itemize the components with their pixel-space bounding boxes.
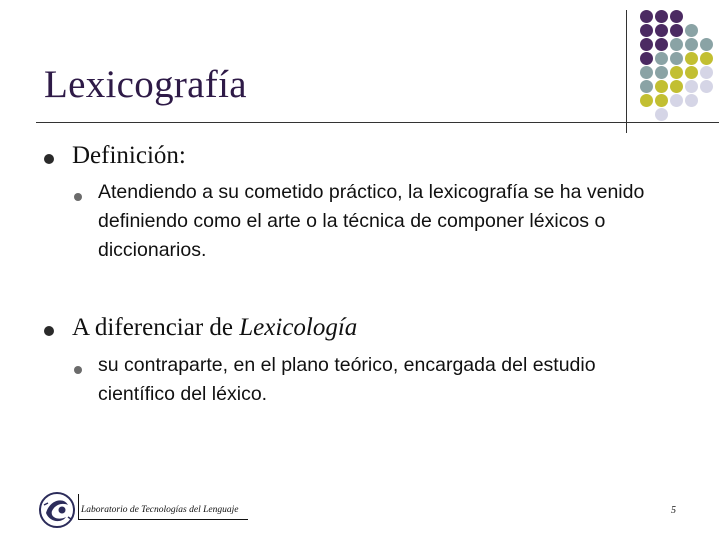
bullet-marker xyxy=(44,326,54,336)
dot xyxy=(685,66,698,79)
dot xyxy=(670,10,683,23)
dot xyxy=(640,52,653,65)
dot xyxy=(655,10,668,23)
slide-title: Lexicografía xyxy=(44,63,247,106)
title-underline xyxy=(36,122,719,123)
dot xyxy=(655,38,668,51)
dot xyxy=(655,24,668,37)
footer-lab-name: Laboratorio de Tecnologías del Lenguaje xyxy=(81,505,239,515)
dot xyxy=(670,38,683,51)
dot xyxy=(655,108,668,121)
dot xyxy=(685,80,698,93)
bullet-diferenciar-italic: Lexicología xyxy=(239,314,358,341)
dot xyxy=(640,24,653,37)
sub-bullet-marker xyxy=(74,366,82,374)
lab-logo-icon xyxy=(38,491,76,534)
dot xyxy=(670,80,683,93)
dot xyxy=(640,94,653,107)
dot xyxy=(670,94,683,107)
sub-bullet-definition-text: Atendiendo a su cometido práctico, la lexicografía se ha venido definiendo como el arte o la técnica de componer léxicos o diccionarios. xyxy=(98,181,645,261)
dot xyxy=(700,52,713,65)
bullet-marker xyxy=(44,154,54,164)
bullet-definicion: Definición: xyxy=(72,142,186,169)
dot xyxy=(670,24,683,37)
dot xyxy=(685,38,698,51)
dot xyxy=(640,38,653,51)
dot xyxy=(700,38,713,51)
header-vertical-rule xyxy=(626,10,627,133)
dot xyxy=(640,66,653,79)
dot xyxy=(700,66,713,79)
dot xyxy=(640,80,653,93)
dot xyxy=(685,24,698,37)
sub-bullet-lexicologia-text: su contraparte, en el plano teórico, encargada del estudio científico del léxico. xyxy=(98,354,596,405)
dot xyxy=(655,94,668,107)
dot xyxy=(685,52,698,65)
dot xyxy=(655,66,668,79)
page-number: 5 xyxy=(671,505,676,516)
footer-underline xyxy=(78,519,248,520)
dot xyxy=(670,66,683,79)
dot xyxy=(640,10,653,23)
dot xyxy=(655,80,668,93)
dot xyxy=(700,80,713,93)
footer-divider xyxy=(78,494,79,520)
bullet-diferenciar xyxy=(72,314,357,342)
dot xyxy=(685,94,698,107)
dot xyxy=(655,52,668,65)
dot xyxy=(670,52,683,65)
sub-bullet-marker xyxy=(74,193,82,201)
bullet-diferenciar-text: A diferenciar de xyxy=(72,314,240,341)
